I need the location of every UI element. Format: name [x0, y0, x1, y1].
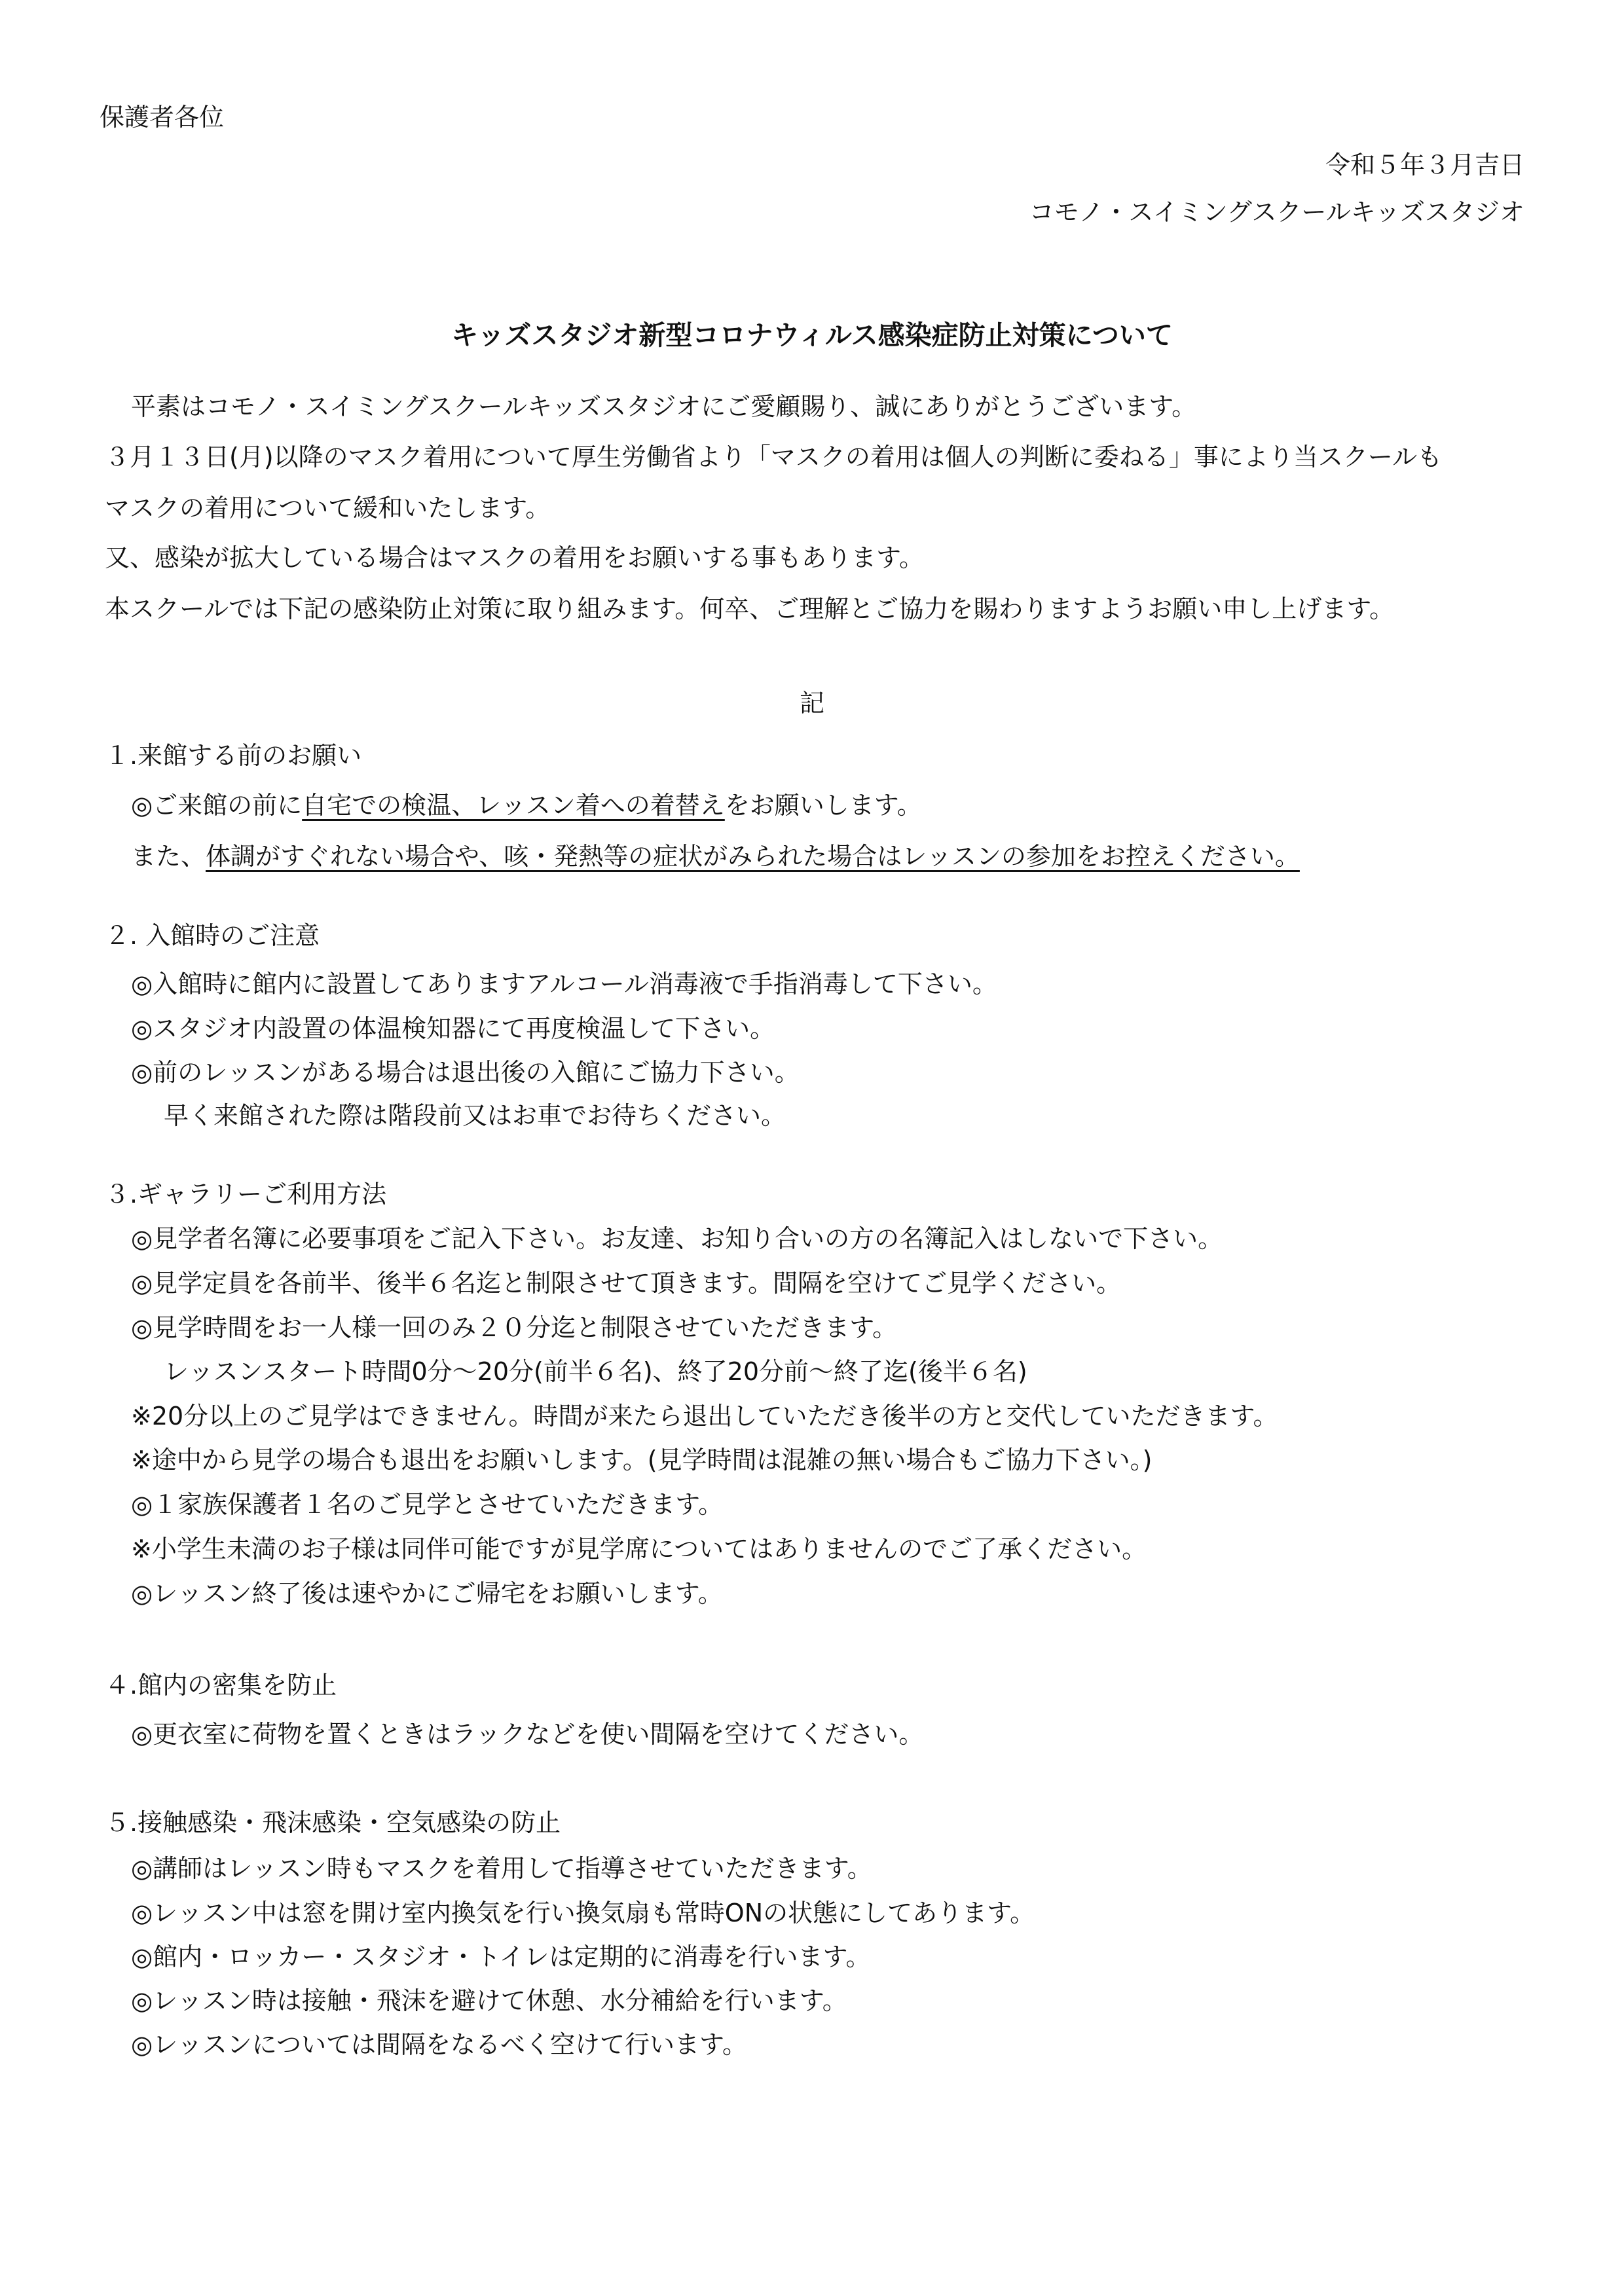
intro-line-2: ３月１３日(月)以降のマスク着用について厚生労働省より「マスクの着用は個人の判断に委ねる」事により当スクールも: [105, 443, 1443, 471]
section-1-item-1-underlined: 自宅での検温、レッスン着への着替え: [302, 791, 725, 820]
section-5-item: ◎レッスンについては間隔をなるべく空けて行います。: [131, 2030, 747, 2059]
section-1-item-1-suffix: をお願いします。: [724, 791, 922, 820]
section-3-item: ◎見学者名簿に必要事項をご記入下さい。お友達、お知り合いの方の名簿記入はしないで下さい。: [131, 1224, 1223, 1253]
section-5-item: ◎館内・ロッカー・スタジオ・トイレは定期的に消毒を行います。: [131, 1942, 871, 1971]
sender: コモノ・スイミングスクールキッズスタジオ: [1029, 198, 1524, 227]
section-1-item-2: [131, 841, 1300, 872]
ki-marker: 記: [799, 689, 824, 718]
section-1-item-1: [131, 790, 922, 821]
document-title: キッズスタジオ新型コロナウィルス感染症防止対策について: [451, 319, 1173, 351]
section-5-heading: ５.接触感染・飛沫感染・空気感染の防止: [105, 1808, 561, 1837]
section-1-heading: １.来館する前のお願い: [105, 741, 362, 770]
intro-line-3: マスクの着用について緩和いたします。: [105, 494, 551, 522]
section-3-item: レッスンスタート時間0分～20分(前半６名)、終了20分前～終了迄(後半６名): [164, 1357, 1027, 1386]
section-3-item: ◎見学定員を各前半、後半６名迄と制限させて頂きます。間隔を空けてご見学ください。: [131, 1269, 1122, 1298]
intro-line-4: 又、感染が拡大している場合はマスクの着用をお願いする事もあります。: [105, 543, 924, 572]
section-3-item: ◎見学時間をお一人様一回のみ２０分迄と制限させていただきます。: [131, 1313, 898, 1342]
section-3-item: ◎レッスン終了後は速やかにご帰宅をお願いします。: [131, 1579, 723, 1608]
section-5-item: ◎講師はレッスン時もマスクを着用して指導させていただきます。: [131, 1854, 872, 1883]
section-2-item: ◎前のレッスンがある場合は退出後の入館にご協力下さい。: [131, 1058, 800, 1087]
section-4-item: ◎更衣室に荷物を置くときはラックなどを使い間隔を空けてください。: [131, 1720, 924, 1749]
issue-date: 令和５年３月吉日: [1325, 151, 1524, 179]
section-3-item: ◎１家族保護者１名のご見学とさせていただきます。: [131, 1490, 724, 1519]
section-3-item: ※小学生未満のお子様は同伴可能ですが見学席についてはありませんのでご了承ください。: [131, 1535, 1147, 1563]
section-2-heading: ２. 入館時のご注意: [105, 921, 320, 950]
intro-line-1: 平素はコモノ・スイミングスクールキッズスタジオにご愛顧賜り、誠にありがとうございます。: [131, 392, 1197, 421]
section-5-item: ◎レッスン中は窓を開け室内換気を行い換気扇も常時ONの状態にしてあります。: [131, 1899, 1035, 1927]
section-3-item: ※途中から見学の場合も退出をお願いします。(見学時間は混雑の無い場合もご協力下さい。): [131, 1446, 1153, 1474]
section-3-item: ※20分以上のご見学はできません。時間が来たら退出していただき後半の方と交代していただきます。: [131, 1402, 1278, 1430]
section-2-item: 早く来館された際は階段前又はお車でお待ちください。: [164, 1101, 786, 1130]
section-4-heading: ４.館内の密集を防止: [105, 1671, 337, 1700]
intro-line-5: 本スクールでは下記の感染防止対策に取り組みます。何卒、ご理解とご協力を賜わりますようお願い申し上げます。: [105, 594, 1395, 623]
section-1-item-1-prefix: ◎ご来館の前に: [131, 791, 303, 820]
section-1-item-2-underlined: 体調がすぐれない場合や、咳・発熱等の症状がみられた場合はレッスンの参加をお控えください。: [206, 842, 1300, 871]
recipient: 保護者各位: [100, 103, 225, 132]
section-5-item: ◎レッスン時は接触・飛沫を避けて休憩、水分補給を行います。: [131, 1986, 847, 2015]
section-1-item-2-prefix: また、: [131, 842, 206, 871]
section-2-item: ◎スタジオ内設置の体温検知器にて再度検温して下さい。: [131, 1014, 775, 1043]
section-2-item: ◎入館時に館内に設置してありますアルコール消毒液で手指消毒して下さい。: [131, 970, 997, 998]
section-3-heading: ３.ギャラリーご利用方法: [105, 1180, 387, 1209]
